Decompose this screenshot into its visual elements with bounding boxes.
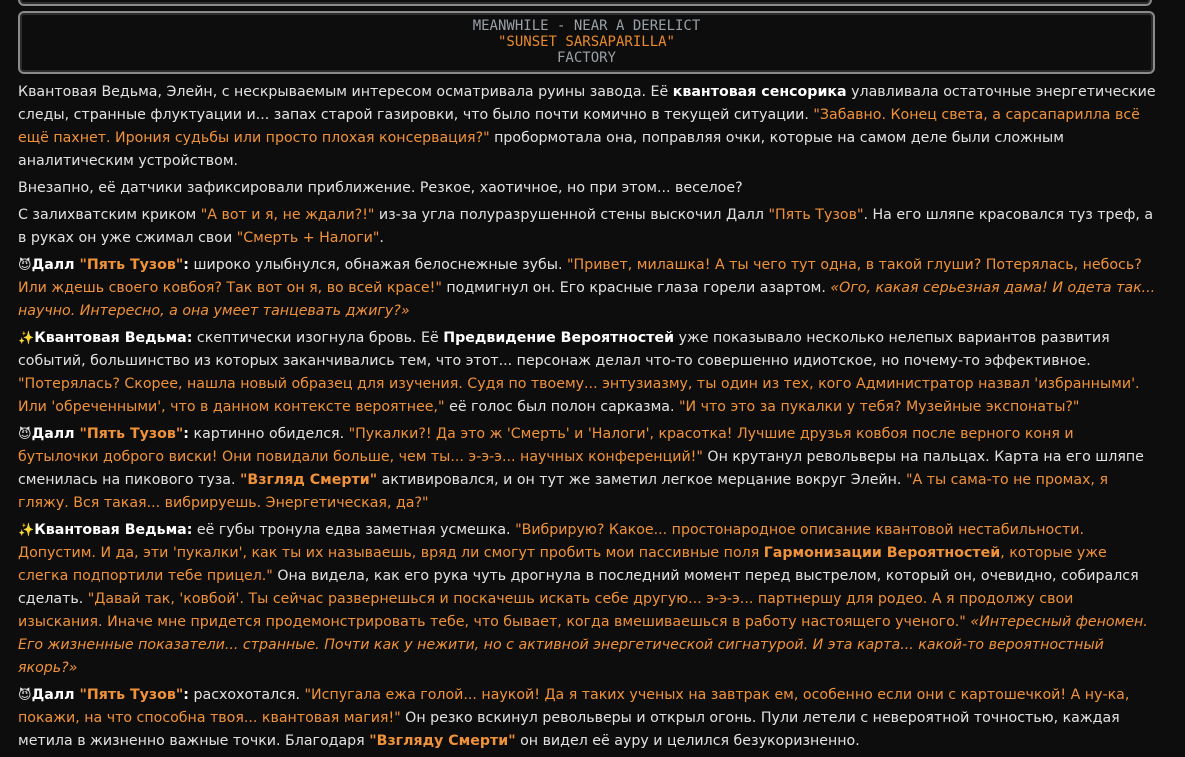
speaker-nickname: "Пять Тузов" bbox=[79, 687, 184, 703]
narration-paragraph bbox=[18, 177, 1158, 200]
previous-panel-box bbox=[18, 0, 1152, 6]
narration-text: её голос был полон сарказма. bbox=[444, 399, 679, 415]
speaker-name: Квантовая Ведьма: bbox=[34, 330, 193, 346]
dialogue-quote: "Забавно. Конец света, а сарсапарилла всё ещё пахнет. Ирония судьбы или просто плохая консервация?" bbox=[18, 107, 1140, 146]
dialogue-paragraph bbox=[18, 254, 1158, 323]
narration-text: её губы тронула едва заметная усмешка. bbox=[192, 522, 516, 538]
speaker-colon: : bbox=[183, 257, 189, 273]
story-text bbox=[18, 81, 1158, 757]
devil-icon: 😈 bbox=[18, 688, 32, 703]
narration-text: картинно обиделся. bbox=[188, 426, 349, 442]
skill-name: квантовая сенсорика bbox=[672, 84, 847, 100]
narration-text: из-за угла полуразрушенной стены выскочил Далл bbox=[374, 207, 769, 223]
scene-header-line3: FACTORY bbox=[556, 50, 616, 66]
narration-text: Он резко вскинул револьверы и открыл огонь. Пули летели с невероятной точностью, каждая метила в жизненно важные точки. Благодаря bbox=[18, 710, 1120, 749]
narration-text: пробормотала она, поправляя очки, которые на самом деле были сложным аналитическим устройством. bbox=[18, 130, 1064, 169]
scene-header-line2: "SUNSET SARSAPARILLA" bbox=[497, 34, 675, 50]
dialogue-quote: , которые уже слегка подпортили тебе прицел." bbox=[18, 545, 1107, 584]
dialogue-paragraph bbox=[18, 519, 1158, 680]
speaker-colon: : bbox=[183, 426, 189, 442]
speaker-name: Далл bbox=[31, 257, 80, 273]
inner-thought: «Ого, какая серьезная дама! И одета так... научно. Интересно, а она умеет танцевать джигу?» bbox=[18, 280, 1156, 319]
skill-name: Предвидение Вероятностей bbox=[443, 330, 675, 346]
speaker-name: Далл bbox=[31, 426, 80, 442]
dialogue-quote: "И что это за пукалки у тебя? Музейные экспонаты?" bbox=[679, 399, 1080, 415]
skill-name: "Взгляд Смерти" bbox=[240, 472, 378, 488]
narration-text: Квантовая Ведьма, Элейн, с нескрываемым интересом осматривала руины завода. Её bbox=[18, 84, 673, 100]
speaker-colon: : bbox=[183, 687, 189, 703]
skill-name: "Взгляду Смерти" bbox=[369, 733, 516, 749]
narration-text: активировался, и он тут же заметил легкое мерцание вокруг Элейн. bbox=[377, 472, 906, 488]
narration-text: подмигнул он. Его красные глаза горели азартом. bbox=[441, 280, 831, 296]
dialogue-paragraph bbox=[18, 327, 1158, 419]
dialogue-paragraph bbox=[18, 423, 1158, 515]
dialogue-quote: "Потерялась? Скорее, нашла новый образец для изучения. Судя по твоему... энтузиазму, ты один из тех, кого Администратор назвал 'избранными'. Или 'обреченными', что в данном контексте вероятнее," bbox=[18, 376, 1140, 415]
narration-text: уже показывало несколько нелепых вариантов развития событий, большинство из которых заканчивались тем, что этот... персонаж делал что-то совершенно идиотское, но почему-то эффективное. bbox=[18, 330, 1110, 369]
dialogue-paragraph bbox=[18, 684, 1158, 753]
narration-text: широко улыбнулся, обнажая белоснежные зубы. bbox=[188, 257, 568, 273]
dialogue-quote: "А вот и я, не ждали?!" bbox=[200, 207, 375, 223]
weapon-name: "Смерть + Налоги" bbox=[236, 230, 380, 246]
dialogue-quote: "Вибрирую? Какое... простонародное описание квантовой нестабильности. Допустим. И да, эти 'пукалки', как ты их называешь, вряд ли смогут пробить мои пассивные поля bbox=[18, 522, 1084, 561]
scene-header-box bbox=[18, 11, 1155, 74]
narration-text: он видел её ауру и целился безукоризненно. bbox=[515, 733, 860, 749]
devil-icon: 😈 bbox=[18, 258, 32, 273]
narration-text: С залихватским криком bbox=[18, 207, 201, 223]
dialogue-quote: "Испугала ежа голой... наукой! Да я таких ученых на завтрак ем, особенно если они с картошечкой! А ну-ка, покажи, на что способна твоя... квантовая магия!" bbox=[18, 687, 1130, 726]
sparkles-icon: ✨ bbox=[18, 331, 35, 346]
narration-text: Внезапно, её датчики зафиксировали приближение. Резкое, хаотичное, но при этом... веселое? bbox=[18, 180, 743, 196]
narration-text: скептически изогнула бровь. Её bbox=[192, 330, 444, 346]
narration-text: . bbox=[379, 230, 384, 246]
speaker-nickname: "Пять Тузов" bbox=[79, 426, 184, 442]
narration-text: Она видела, как его рука чуть дрогнула в последний момент перед выстрелом, который он, очевидно, собирался сделать. bbox=[18, 568, 1139, 607]
narration-paragraph bbox=[18, 81, 1158, 173]
narration-text: расхохотался. bbox=[188, 687, 305, 703]
skill-name: Гармонизации Вероятностей bbox=[763, 545, 1001, 561]
speaker-name: Квантовая Ведьма: bbox=[34, 522, 193, 538]
character-nickname: "Пять Тузов" bbox=[768, 207, 864, 223]
narration-text: Он крутанул револьверы на пальцах. Карта на его шляпе сменилась на пикового туза. bbox=[18, 449, 1144, 488]
dialogue-quote: "Привет, милашка! А ты чего тут одна, в такой глуши? Потерялась, небось? Или ждешь своего ковбоя? Так вот он я, во всей красе!" bbox=[18, 257, 1142, 296]
dialogue-quote: "А ты сама-то не промах, я гляжу. Вся такая... вибрируешь. Энергетическая, да?" bbox=[18, 472, 1108, 511]
narration-paragraph bbox=[18, 204, 1158, 250]
narration-text: улавливала остаточные энергетические следы, странные флуктуации и... запах старой газировки, что было почти комично в текущей ситуации. bbox=[18, 84, 1156, 123]
sparkles-icon: ✨ bbox=[18, 523, 35, 538]
speaker-nickname: "Пять Тузов" bbox=[79, 257, 184, 273]
scene-header-line1: MEANWHILE - NEAR A DERELICT bbox=[472, 18, 701, 34]
narration-text: . На его шляпе красовался туз треф, а в руках он уже сжимал свои bbox=[18, 207, 1154, 246]
inner-thought: «Интересный феномен. Его жизненные показатели... странные. Почти как у нежити, но с активной энергетической сигнатурой. И эта карта... какой-то вероятностный якорь?» bbox=[18, 614, 1148, 676]
dialogue-quote: "Давай так, 'ковбой'. Ты сейчас развернешься и поскачешь искать себе другую... э-э-э... партнершу для родео. А я продолжу свои изыскания. Иначе мне придется продемонстрировать тебе, что бывает, когда вмешиваешься в работу настоящего ученого." bbox=[18, 591, 1074, 630]
dialogue-quote: "Пукалки?! Да это ж 'Смерть' и 'Налоги', красотка! Лучшие друзья ковбоя после верного коня и бутылочки доброго виски! Они повидали больше, чем ты... э-э-э... научных конференций!" bbox=[18, 426, 1074, 465]
devil-icon: 😈 bbox=[18, 427, 32, 442]
speaker-name: Далл bbox=[31, 687, 80, 703]
